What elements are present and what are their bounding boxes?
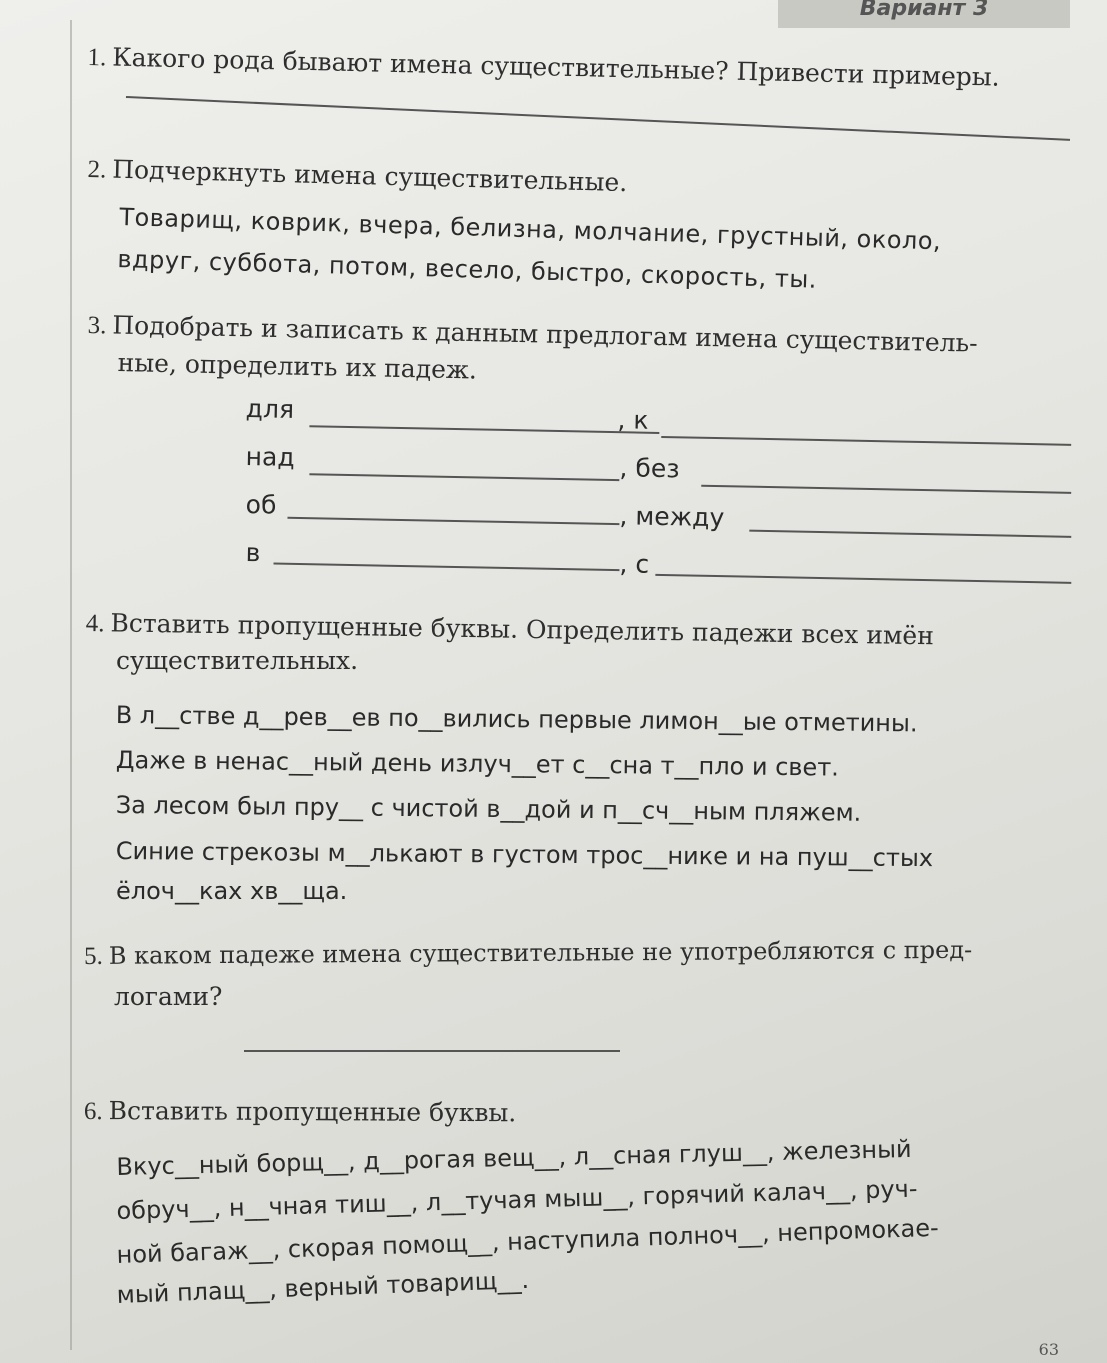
- task-6: [84, 1094, 517, 1130]
- task-2: [87, 152, 628, 200]
- task-4-number: 4.: [85, 609, 105, 638]
- answer-blank-k[interactable]: [661, 436, 1071, 445]
- preposition-dlya: для: [245, 394, 295, 424]
- task-6-words-line-1: Вкус__ный борщ__, д__рогая вещ__, л__сная глуш__, железный: [116, 1134, 912, 1181]
- task-1-number: 1.: [87, 43, 107, 72]
- answer-blank-bez[interactable]: [701, 485, 1071, 494]
- answer-blank-v[interactable]: [274, 563, 620, 571]
- page-number: 63: [1038, 1340, 1059, 1359]
- task-3-text-line-1: Подобрать и записать к данным предлогам имена существитель-: [112, 310, 978, 358]
- task-5: [84, 934, 972, 973]
- task-6-text: Вставить пропущенные буквы.: [108, 1096, 517, 1128]
- preposition-ob: об: [245, 490, 277, 520]
- task-6-words-line-3: ной багаж__, скорая помощ__, наступила полноч__, непромокае-: [116, 1213, 940, 1269]
- task-6-words-line-2: обруч__, н__чная тиш__, л__тучая мыш__, горячий калач__, руч-: [116, 1174, 918, 1225]
- task-4-sentence-4: Синие стрекозы м__лькают в густом трос__нике и на пуш__стых: [115, 836, 934, 873]
- task-2-text: Подчеркнуть имена существительные.: [111, 154, 628, 198]
- task-5-answer-line[interactable]: [244, 1050, 620, 1052]
- task-2-words-line-1: Товарищ, коврик, вчера, белизна, молчание, грустный, около,: [119, 202, 942, 256]
- preposition-nad: над: [245, 442, 295, 472]
- answer-blank-s[interactable]: [655, 574, 1071, 583]
- task-3-number: 3.: [87, 311, 107, 340]
- preposition-k: , к: [617, 405, 649, 435]
- preposition-row-4: [245, 538, 1076, 594]
- task-4-sentence-4-cont: ёлоч__ках хв__ща.: [116, 877, 348, 905]
- preposition-v: в: [245, 538, 261, 568]
- task-6-number: 6.: [83, 1098, 103, 1126]
- task-5-text-line-1: В каком падеже имена существительные не употребляются с пред-: [108, 935, 973, 970]
- preposition-row-1: [245, 394, 1076, 450]
- task-3-text-line-2: ные, определить их падеж.: [117, 347, 478, 385]
- task-4-sentence-1: В л__стве д__рев__ев по__вились первые лимон__ые отметины.: [115, 700, 918, 738]
- task-1: [87, 40, 1000, 95]
- answer-blank-mezhdu[interactable]: [749, 530, 1071, 538]
- task-4-sentence-2: Даже в ненас__ный день излуч__ет с__сна т__пло и свет.: [115, 745, 840, 782]
- preposition-row-3: [245, 490, 1076, 546]
- preposition-mezhdu: , между: [619, 501, 725, 533]
- answer-blank-ob[interactable]: [287, 517, 619, 525]
- task-2-words-line-2: вдруг, суббота, потом, весело, быстро, скорость, ты.: [117, 244, 818, 294]
- preposition-row-2: [245, 442, 1076, 498]
- task-4-text-line-2: существительных.: [116, 646, 359, 675]
- task-1-answer-line[interactable]: [126, 96, 1070, 140]
- task-4-text-line-1: Вставить пропущенные буквы. Определить падежи всех имён: [110, 608, 935, 651]
- answer-blank-dlya[interactable]: [309, 425, 659, 433]
- variant-label: Вариант 3: [778, 0, 1070, 28]
- preposition-bez: , без: [619, 453, 680, 484]
- margin-line: [70, 20, 72, 1350]
- task-4-sentence-3: За лесом был пру__ с чистой в__дой и п__сч__ным пляжем.: [115, 790, 862, 827]
- task-6-words-line-4: мый плащ__, верный товарищ__.: [116, 1265, 530, 1309]
- preposition-s: , с: [619, 549, 650, 579]
- task-5-number: 5.: [84, 942, 103, 970]
- task-1-text: Какого рода бывают имена существительные? Привести примеры.: [112, 42, 1001, 92]
- task-2-number: 2.: [87, 155, 107, 184]
- answer-blank-nad[interactable]: [309, 473, 619, 480]
- task-5-text-line-2: логами?: [114, 982, 223, 1011]
